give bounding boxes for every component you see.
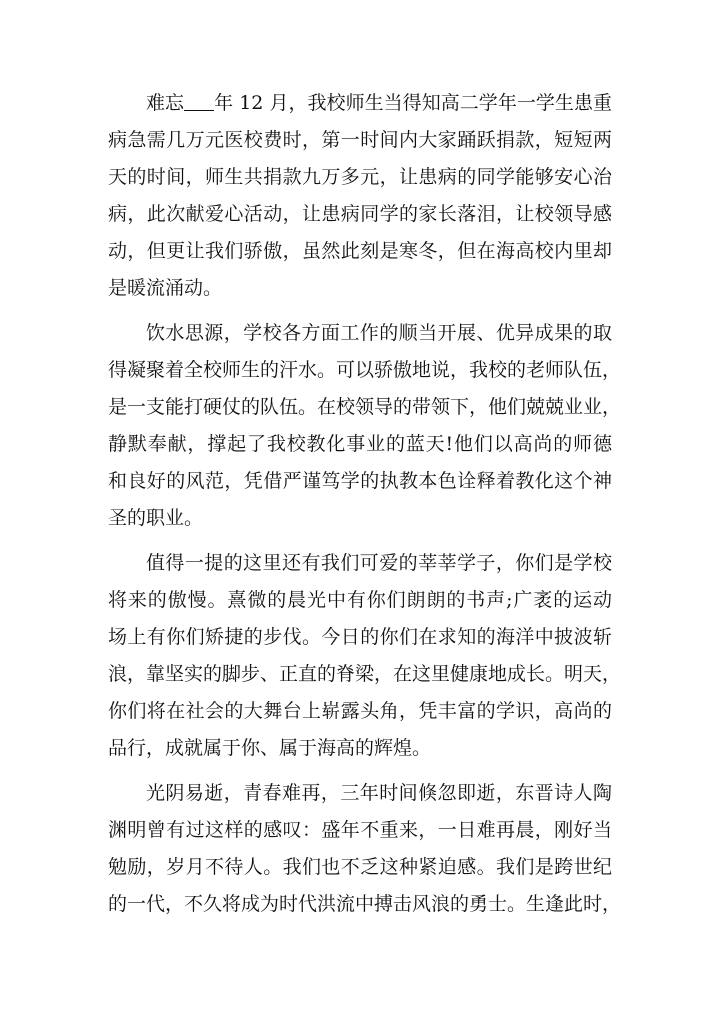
paragraph bbox=[108, 85, 612, 307]
text-line: 你们将在社会的大舞台上崭露头角，凭丰富的学识，高尚的 bbox=[108, 700, 612, 722]
fill-in-blank bbox=[184, 92, 214, 111]
text-line: 圣的职业。 bbox=[108, 507, 204, 529]
text-line: 病，此次献爱心活动，让患病同学的家长落泪，让校领导感 bbox=[108, 203, 612, 225]
text-line: 是一支能打硬仗的队伍。在校领导的带领下，他们兢兢业业， bbox=[108, 396, 622, 418]
text-line: 品行，成就属于你、属于海高的辉煌。 bbox=[108, 737, 432, 759]
text-line bbox=[108, 85, 612, 122]
text-line: 浪，靠坚实的脚步、正直的脊梁，在这里健康地成长。明天， bbox=[108, 663, 622, 685]
text-line: 值得一提的这里还有我们可爱的莘莘学子，你们是学校 bbox=[146, 552, 612, 574]
text-line: 将来的傲慢。熹微的晨光中有你们朗朗的书声;广袤的运动 bbox=[108, 589, 612, 611]
text-line: 静默奉献，撑起了我校教化事业的蓝天!他们以高尚的师德 bbox=[108, 433, 612, 455]
text-line: 和良好的风范，凭借严谨笃学的执教本色诠释着教化这个神 bbox=[108, 470, 612, 492]
text-line: 是暖流涌动。 bbox=[108, 277, 223, 299]
text-line: 光阴易逝，青春难再，三年时间倏忽即逝，东晋诗人陶 bbox=[146, 782, 612, 804]
text-line: 动，但更让我们骄傲，虽然此刻是寒冬，但在海高校内里却 bbox=[108, 240, 612, 262]
document-body bbox=[108, 85, 622, 931]
text-line: 的一代，不久将成为时代洪流中搏击风浪的勇士。生逢此时， bbox=[108, 893, 622, 915]
text-line: 病急需几万元医校费时，第一时间内大家踊跃捐款，短短两 bbox=[108, 129, 612, 151]
paragraph bbox=[108, 775, 622, 923]
text-line: 得凝聚着全校师生的汗水。可以骄傲地说，我校的老师队伍， bbox=[108, 359, 622, 381]
text-line: 天的时间，师生共捐款九万多元，让患病的同学能够安心治 bbox=[108, 166, 612, 188]
text-fragment: 年 12 月，我校师生当得知高二学年一学生患重 bbox=[214, 92, 612, 114]
paragraph bbox=[108, 545, 622, 767]
paragraph bbox=[108, 315, 622, 537]
text-fragment: 难忘 bbox=[146, 92, 185, 114]
text-line: 渊明曾有过这样的感叹：盛年不重来，一日难再晨，刚好当 bbox=[108, 819, 612, 841]
text-line: 勉励，岁月不待人。我们也不乏这种紧迫感。我们是跨世纪 bbox=[108, 856, 612, 878]
text-line: 场上有你们矫捷的步伐。今日的你们在求知的海洋中披波斩 bbox=[108, 626, 612, 648]
text-line: 饮水思源，学校各方面工作的顺当开展、优异成果的取 bbox=[146, 322, 612, 344]
